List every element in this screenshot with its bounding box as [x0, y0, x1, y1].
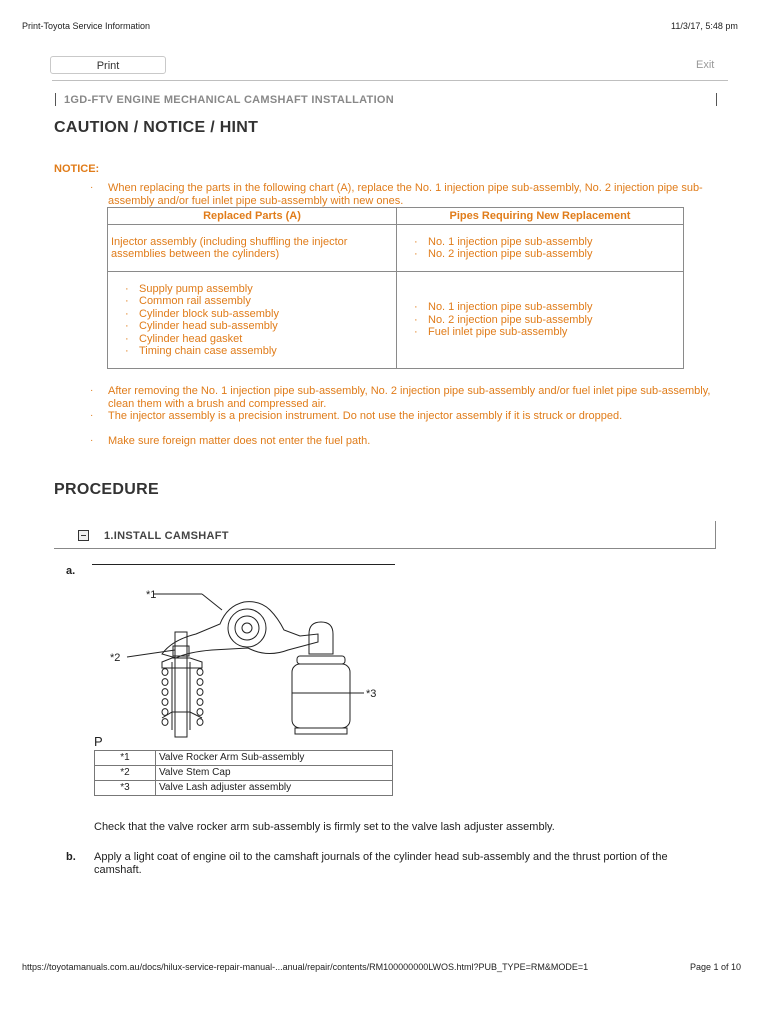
legend-value: Valve Lash adjuster assembly: [156, 781, 393, 796]
figure-legend-table: [94, 750, 393, 796]
caution-heading: CAUTION / NOTICE / HINT: [54, 119, 259, 136]
table-cell-parts: Injector assembly (including shuffling the injector assemblies between the cylinders): [108, 225, 397, 272]
figure-corner-label: P: [94, 734, 103, 749]
list-item: · Cylinder head gasket: [111, 333, 393, 346]
bullet-dot: ·: [90, 385, 94, 396]
rocker-roller-pin: [242, 623, 252, 633]
rocker-roller-inner: [235, 616, 259, 640]
list-item: · No. 1 injection pipe sub-assembly: [400, 236, 680, 249]
lash-adjuster-body: [292, 664, 350, 728]
legend-key: *1: [95, 751, 156, 766]
table-cell-pipes: [397, 225, 684, 272]
table-row: [95, 766, 393, 781]
table-row: [95, 751, 393, 766]
substep-label-b: b.: [66, 851, 76, 863]
lash-adjuster-collar: [297, 656, 345, 664]
list-item: · Supply pump assembly: [111, 283, 393, 296]
bullet-dot: ·: [90, 435, 94, 446]
valve-stem: [175, 632, 187, 737]
print-timestamp: 11/3/17, 5:48 pm: [671, 21, 738, 31]
notice-bullet: Make sure foreign matter does not enter the fuel path.: [108, 435, 371, 447]
notice-bullet: After removing the No. 1 injection pipe sub-assembly, No. 2 injection pipe sub-assembly and/or fuel inlet pipe sub-assembly, clean them with a brush and compressed air.: [108, 385, 711, 410]
spring-retainer: [162, 658, 202, 668]
table-header-pipes: Pipes Requiring New Replacement: [397, 208, 684, 225]
bullet-dot: ·: [90, 182, 94, 193]
breadcrumb: 1GD-FTV ENGINE MECHANICAL CAMSHAFT INSTALLATION: [64, 94, 395, 106]
rocker-roller-outer: [228, 609, 266, 647]
legend-key: *3: [95, 781, 156, 796]
callout-leader-1b: [202, 594, 222, 610]
substep-label-a: a.: [66, 565, 76, 577]
footer-url: https://toyotamanuals.com.au/docs/hilux-service-repair-manual-...anual/repair/contents/RM100000000LWOS.html?PUB_TYPE=RM&MODE=1: [22, 962, 589, 972]
table-row: [108, 272, 684, 369]
camshaft-illustration: [92, 562, 397, 750]
substep-b-text: Apply a light coat of engine oil to the camshaft journals of the cylinder head sub-assembly and the thrust portion of the camshaft.: [94, 851, 668, 876]
notice-intro: When replacing the parts in the following chart (A), replace the No. 1 injection pipe sub-assembly, No. 2 injection pipe sub-assembly and/or fuel inlet pipe sub-assembly with new ones.: [108, 182, 703, 207]
toolbar-divider: [52, 80, 728, 81]
table-header-parts: Replaced Parts (A): [108, 208, 397, 225]
exit-link[interactable]: Exit: [696, 59, 715, 71]
collapse-icon[interactable]: [78, 530, 89, 541]
step-title[interactable]: 1.INSTALL CAMSHAFT: [104, 530, 229, 542]
callout-label-2: *2: [110, 652, 121, 664]
list-item: · No. 1 injection pipe sub-assembly: [400, 301, 680, 314]
list-item: · No. 2 injection pipe sub-assembly: [400, 248, 680, 261]
notice-bullet: The injector assembly is a precision instrument. Do not use the injector assembly if it is struck or dropped.: [108, 410, 623, 422]
list-item: · No. 2 injection pipe sub-assembly: [400, 314, 680, 327]
footer-page-number: Page 1 of 10: [690, 962, 742, 972]
procedure-heading: PROCEDURE: [54, 481, 159, 498]
legend-value: Valve Rocker Arm Sub-assembly: [156, 751, 393, 766]
callout-label-3: *3: [366, 688, 377, 700]
lash-adjuster-base: [295, 728, 347, 734]
list-item: · Cylinder block sub-assembly: [111, 308, 393, 321]
list-item: · Fuel inlet pipe sub-assembly: [400, 326, 680, 339]
lash-adjuster-plunger: [309, 622, 333, 654]
substep-a-text: Check that the valve rocker arm sub-assembly is firmly set to the valve lash adjuster assembly.: [94, 821, 555, 833]
print-page-title: Print-Toyota Service Information: [22, 21, 151, 31]
notice-label: NOTICE:: [54, 163, 100, 175]
table-cell-parts: [108, 272, 397, 369]
table-row: [95, 781, 393, 796]
legend-value: Valve Stem Cap: [156, 766, 393, 781]
table-cell-pipes: [397, 272, 684, 369]
table-row: [108, 225, 684, 272]
print-button[interactable]: Print: [50, 56, 166, 74]
breadcrumb-left-bar: [55, 93, 56, 106]
legend-key: *2: [95, 766, 156, 781]
list-item: · Common rail assembly: [111, 295, 393, 308]
list-item: · Timing chain case assembly: [111, 345, 393, 358]
breadcrumb-right-bar: [716, 93, 717, 106]
callout-label-1: *1: [146, 589, 157, 601]
list-item: · Cylinder head sub-assembly: [111, 320, 393, 333]
replaced-parts-table: [107, 207, 684, 369]
bullet-dot: ·: [90, 410, 94, 421]
